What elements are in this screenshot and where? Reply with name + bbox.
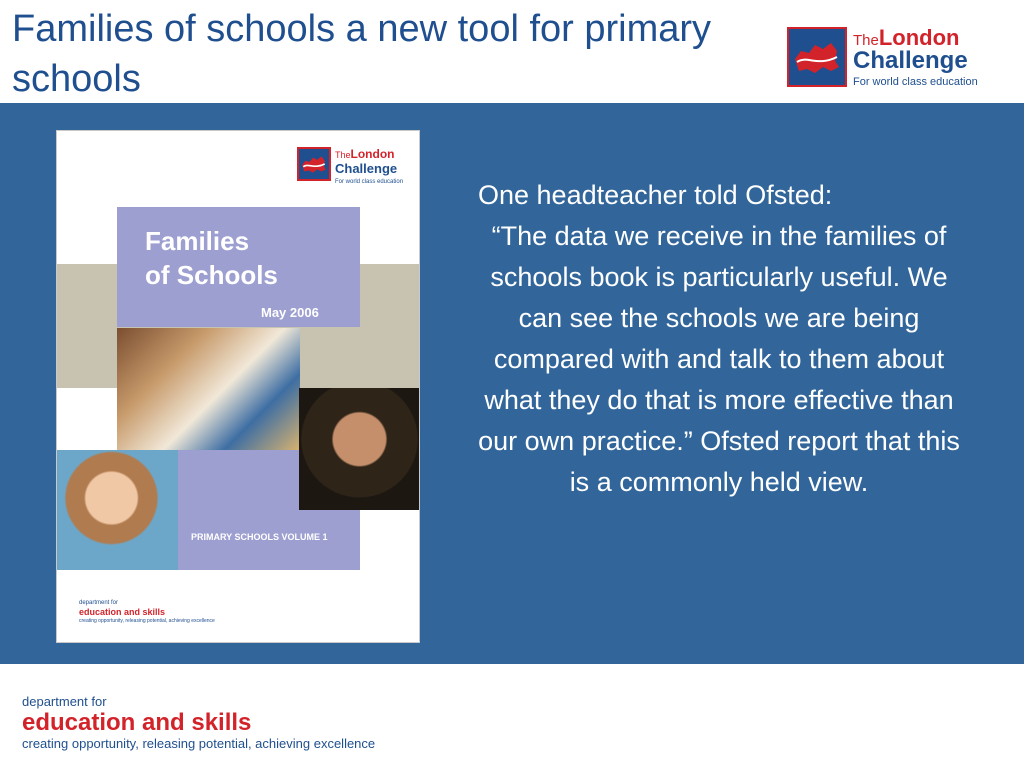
london-challenge-logo bbox=[787, 25, 992, 91]
brochure-london-map-icon bbox=[297, 147, 331, 181]
brochure-title-line2: of Schools bbox=[145, 260, 278, 290]
logo-text bbox=[853, 25, 978, 88]
logo-tagline: For world class education bbox=[853, 76, 978, 88]
brochure-title-line1: Families bbox=[145, 226, 250, 256]
brochure-logo-london: London bbox=[350, 147, 395, 161]
footer-line2: education and skills bbox=[22, 709, 252, 736]
quote-body: “The data we receive in the families of schools book is particularly useful. We can see the schools we are being compared with and talk to them about what they do that is more effective than our own practice.” Ofsted report that this is a commonly held view. bbox=[478, 221, 960, 497]
brochure-volume: PRIMARY SCHOOLS VOLUME 1 bbox=[191, 532, 328, 542]
young-child-photo bbox=[57, 450, 178, 570]
children-reading-photo bbox=[117, 328, 300, 450]
brochure-date: May 2006 bbox=[261, 305, 319, 320]
logo-the: The bbox=[853, 32, 879, 49]
brochure-logo-challenge: Challenge bbox=[335, 161, 398, 176]
london-map-icon bbox=[787, 27, 847, 87]
brochure-logo-text bbox=[335, 147, 403, 189]
footer-line3: creating opportunity, releasing potential, achieving excellence bbox=[22, 736, 376, 751]
cover-volume-panel bbox=[178, 450, 299, 570]
brochure-logo-tagline: For world class education bbox=[335, 179, 404, 185]
brochure-cover bbox=[56, 130, 420, 643]
girl-portrait-photo bbox=[299, 388, 420, 510]
footer-line1: department for bbox=[22, 694, 107, 709]
dfes-footer-logo bbox=[22, 694, 375, 752]
brochure-dept-line2: education and skills bbox=[79, 607, 166, 617]
logo-london: London bbox=[878, 25, 960, 50]
brochure-title bbox=[145, 224, 278, 292]
brochure-dept-line1: department for bbox=[79, 600, 119, 606]
brochure-dept-line3: creating opportunity, releasing potential, achieving excellence bbox=[79, 618, 215, 624]
brochure-dfes-logo bbox=[79, 599, 215, 626]
brochure-logo bbox=[297, 147, 409, 183]
brochure-map-shape bbox=[299, 149, 329, 179]
slide-title: Families of schools a new tool for primary schools bbox=[12, 8, 712, 100]
brochure-logo-the: The bbox=[335, 150, 351, 160]
cover-date-panel bbox=[117, 299, 360, 327]
headteacher-quote bbox=[474, 175, 964, 503]
quote-intro: One headteacher told Ofsted: bbox=[478, 180, 833, 210]
logo-challenge: Challenge bbox=[853, 47, 968, 74]
london-map-shape bbox=[789, 29, 845, 85]
